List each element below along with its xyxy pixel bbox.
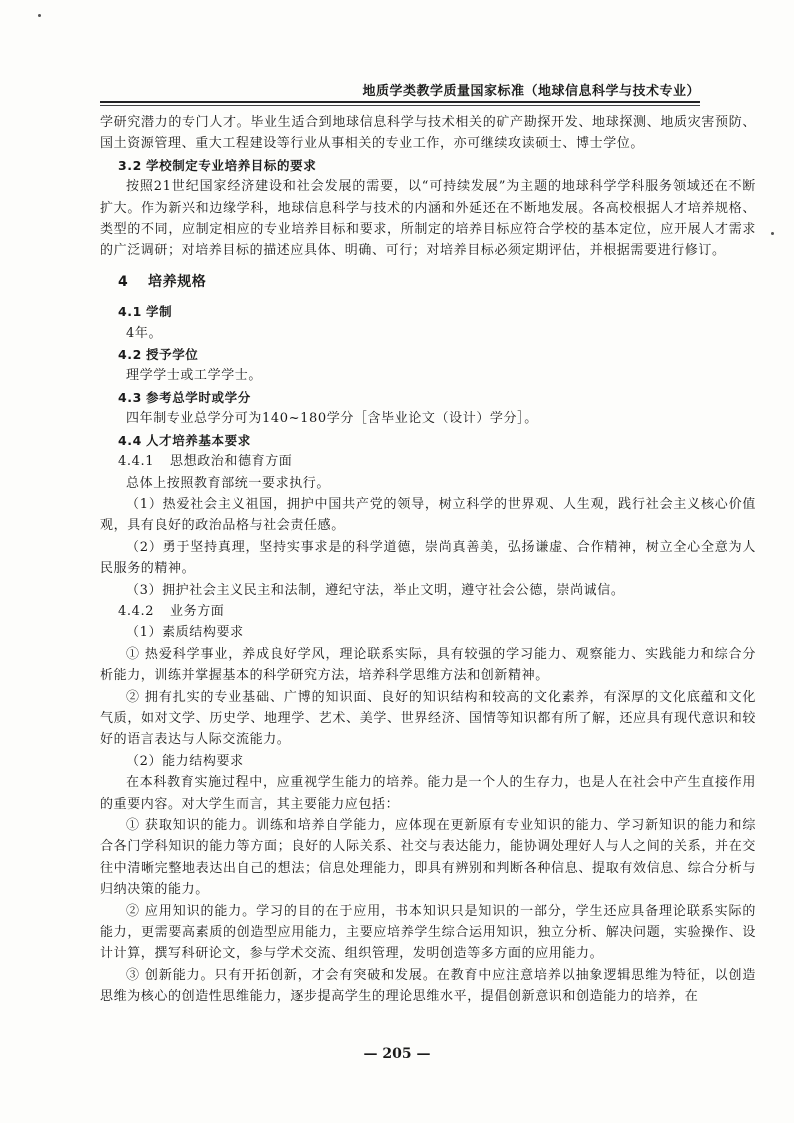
section-heading-3-2 [100, 155, 756, 176]
list-item: ① 获取知识的能力。训练和培养自学能力，应体现在更新原有专业知识的能力、学习新知识的能力和综合各门学科知识的能力等方面；良好的人际关系、社交与表达能力，能协调处理好人与人之间的关系，并在交往中清晰完整地表达出自己的想法；信息处理能力，即具有辨别和判断各种信息、提取有效信息、综合分析与归纳决策的能力。 [100, 818, 756, 898]
section-title: 思想政治和德育方面 [170, 454, 293, 470]
section-number: 4.1 [118, 304, 142, 320]
header-rule [100, 101, 700, 103]
list-item: ③ 创新能力。只有开拓创新，才会有突破和发展。在教育中应注意培养以抽象逻辑思维为特征，以创造思维为核心的创造性思维能力，逐步提高学生的理论思维水平，提倡创新意识和创造能力的培养，在 [100, 967, 756, 1005]
section-number: 4 [118, 273, 129, 290]
subheading: （1）素质结构要求 [126, 625, 244, 641]
section-number: 4.4 [118, 432, 142, 448]
section-title: 培养规格 [148, 273, 207, 290]
list-item: （2）勇于坚持真理，坚持实事求是的科学道德，崇尚真善美，弘扬谦虚、合作精神，树立全心全意为人民服务的精神。 [100, 539, 756, 577]
paragraph: 按照21世纪国家经济建设和社会发展的需要，以“可持续发展”为主题的地球科学学科服务领域还在不断扩大。作为新兴和边缘学科，地球信息科学与技术的内涵和外延还在不断地发展。各高校根据人才培养规格、类型的不同，应制定相应的专业培养目标和要求，所制定的培养目标应符合学校的基本定位，应开展人才需求的广泛调研；对培养目标的描述应具体、明确、可行；对培养目标必须定期评估，并根据需要进行修订。 [100, 179, 756, 259]
subheading: （2）能力结构要求 [126, 753, 244, 769]
section-number: 4.2 [118, 347, 142, 363]
section-heading-4-3 [100, 387, 756, 408]
section-title: 人才培养基本要求 [146, 432, 251, 448]
section-title: 参考总学时或学分 [146, 389, 251, 405]
running-header: 地质学类教学质量国家标准（地球信息科学与技术专业） [362, 84, 700, 99]
section-title: 授予学位 [146, 347, 199, 363]
section-title: 学制 [146, 304, 173, 320]
scan-speck [771, 232, 774, 235]
section-heading-4-4 [100, 430, 756, 451]
section-heading-4-4-1 [100, 451, 756, 472]
paragraph: 在本科教育实施过程中，应重视学生能力的培养。能力是一个人的生存力，也是人在社会中产生直接作用的重要内容。对大学生而言，其主要能力应包括： [100, 775, 756, 812]
section-title: 业务方面 [170, 603, 225, 619]
list-item: （3）拥护社会主义民主和法制，遵纪守法，举止文明，遵守社会公德，崇尚诚信。 [126, 582, 625, 598]
scan-speck [38, 14, 41, 17]
list-item: ② 拥有扎实的专业基础、广博的知识面、良好的知识结构和较高的文化素养，有深厚的文化底蕴和文化气质，如对文学、历史学、地理学、艺术、美学、世界经济、国情等知识都有所了解，还应具有现代意识和较好的语言表达与人际交流能力。 [100, 689, 756, 748]
paragraph: 4年。 [126, 325, 163, 341]
section-heading-4-1 [100, 301, 756, 322]
header-rule-thin [100, 105, 700, 106]
page-number: — 205 — [363, 1046, 431, 1062]
section-number: 3.2 [118, 157, 142, 173]
paragraph: 学研究潜力的专门人才。毕业生适合到地球信息科学与技术相关的矿产勘探开发、地球探测、地质灾害预防、国土资源管理、重大工程建设等行业从事相关的专业工作，亦可继续攻读硕士、博士学位。 [100, 115, 756, 152]
paragraph: 总体上按照教育部统一要求执行。 [126, 475, 331, 491]
section-heading-4-4-2 [100, 601, 756, 622]
paragraph: 四年制专业总学分可为140~180学分［含毕业论文（设计）学分］。 [126, 411, 538, 427]
list-item: （1）热爱社会主义祖国，拥护中国共产党的领导，树立科学的世界观、人生观，践行社会主义核心价值观，具有良好的政治品格与社会责任感。 [100, 496, 756, 534]
list-item: ② 应用知识的能力。学习的目的在于应用，书本知识只是知识的一部分，学生还应具备理论联系实际的能力，更需要高素质的创造型应用能力，主要应培养学生综合运用知识，独立分析、解决问题，实验操作、设计计算，撰写科研论文，参与学术交流、组织管理，发明创造等多方面的应用能力。 [100, 903, 756, 962]
section-heading-4 [100, 272, 756, 293]
paragraph: 理学学士或工学学士。 [126, 368, 263, 384]
section-number: 4.4.2 [118, 603, 155, 619]
section-heading-4-2 [100, 344, 756, 365]
section-title: 学校制定专业培养目标的要求 [146, 157, 317, 173]
page-body [100, 112, 756, 1008]
list-item: ① 热爱科学事业，养成良好学风，理论联系实际，具有较强的学习能力、观察能力、实践能力和综合分析能力，训练并掌握基本的科学研究方法，培养科学思维方法和创新精神。 [100, 646, 756, 684]
section-number: 4.3 [118, 389, 142, 405]
section-number: 4.4.1 [118, 454, 155, 470]
